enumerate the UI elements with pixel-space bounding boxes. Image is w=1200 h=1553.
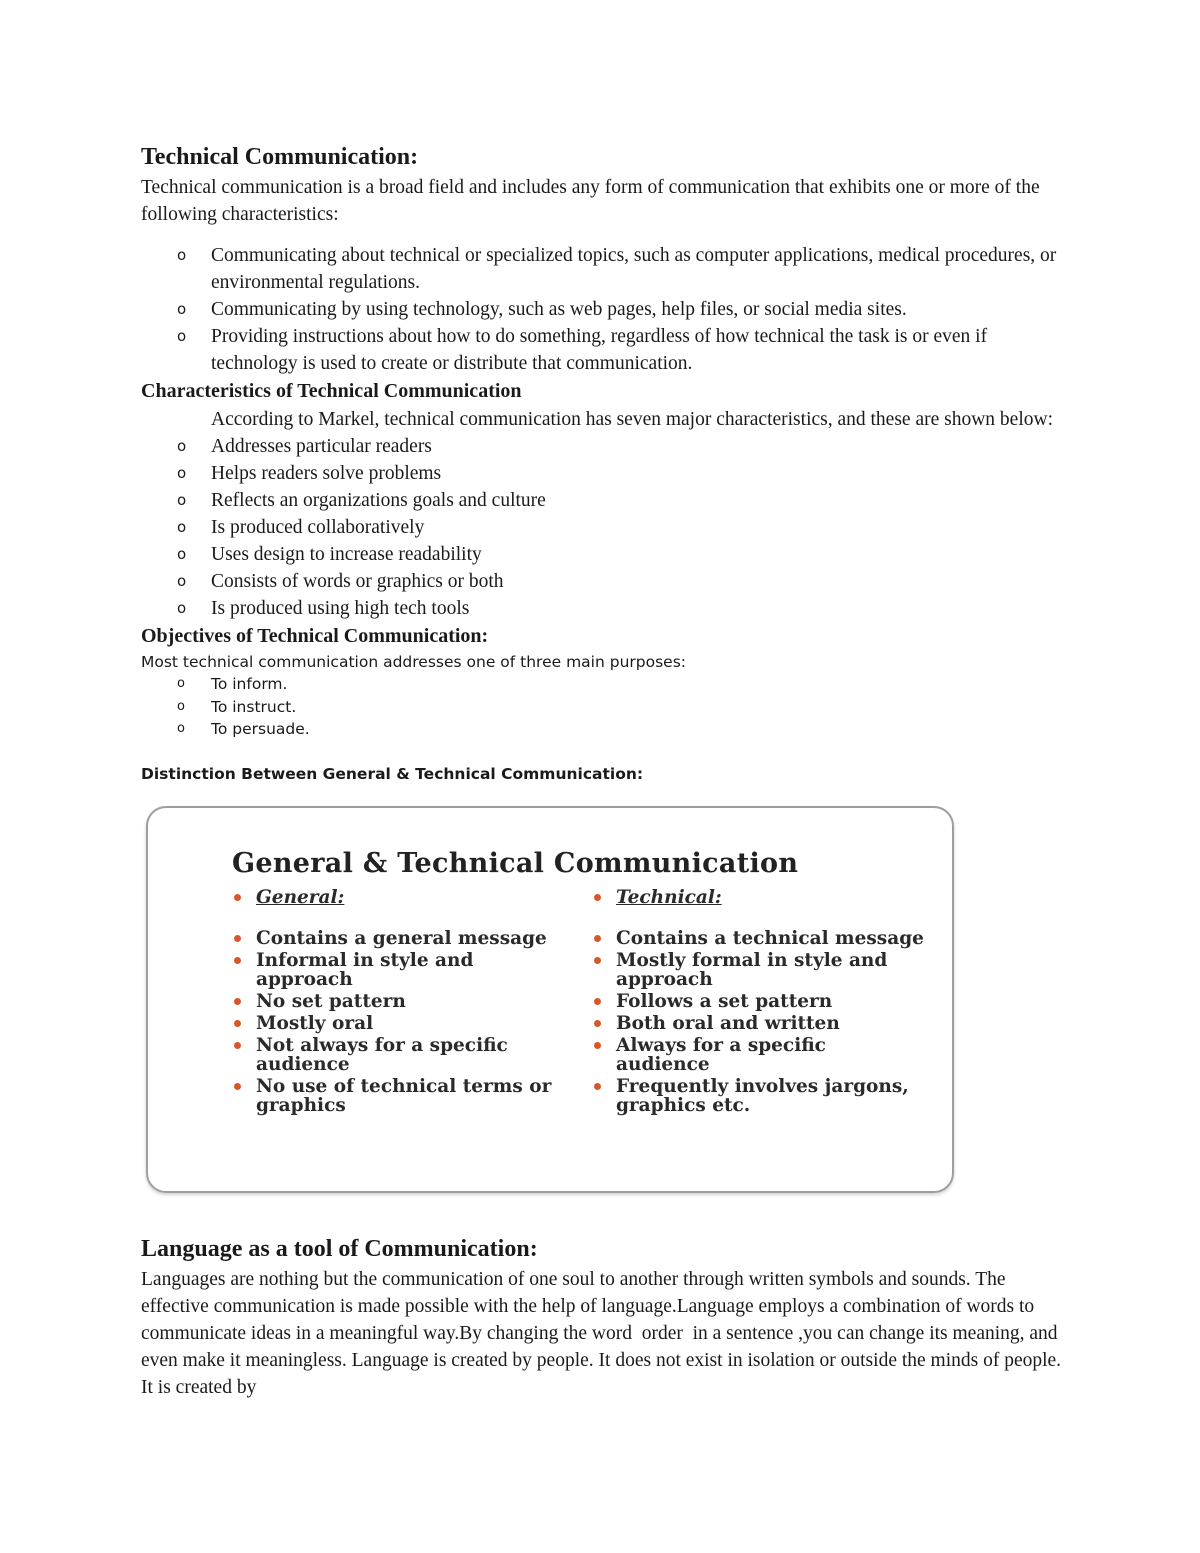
bullet-dot-icon: [234, 1020, 241, 1027]
bullet-icon: o: [177, 698, 185, 714]
characteristics-intro: According to Markel, technical communication has seven major characteristics, and these are shown below:: [211, 409, 1053, 430]
list-item: [141, 673, 1071, 696]
list-item-text: Communicating by using technology, such as web pages, help files, or social media sites.: [211, 299, 907, 320]
list-item-text: Consists of words or graphics or both: [211, 571, 504, 592]
characteristics-title: Characteristics of Technical Communication: [141, 380, 522, 402]
bullet-dot-icon: [594, 957, 601, 964]
list-item: [141, 296, 1071, 323]
item-text: Follows a set pattern: [616, 991, 833, 1012]
figure-title: General & Technical Communication: [232, 848, 799, 879]
bullet-dot-icon: [594, 1083, 601, 1090]
list-item-text: To instruct.: [211, 697, 297, 716]
item-text: Contains a technical message: [616, 928, 924, 949]
bullet-dot-icon: [594, 894, 601, 901]
technical-item: [594, 1036, 924, 1074]
language-section: [141, 1232, 1071, 1401]
bullet-icon: o: [177, 300, 187, 318]
technical-item: [594, 992, 924, 1011]
list-item: [141, 541, 1071, 568]
bullet-icon: o: [177, 599, 187, 617]
bullet-dot-icon: [594, 935, 601, 942]
item-text: Frequently involves jargons, graphics etc.: [616, 1076, 909, 1116]
item-text: Contains a general message: [256, 928, 547, 949]
technical-item: [594, 951, 924, 989]
bullet-dot-icon: [594, 998, 601, 1005]
list-item: [141, 514, 1071, 541]
list-item: [141, 433, 1071, 460]
list-item: [141, 718, 1071, 741]
general-item: [234, 951, 564, 989]
item-text: Not always for a specific audience: [256, 1035, 508, 1075]
bullet-icon: o: [177, 437, 187, 455]
list-item-text: Reflects an organizations goals and culture: [211, 490, 546, 511]
bullet-dot-icon: [234, 957, 241, 964]
bullet-dot-icon: [594, 1020, 601, 1027]
general-header: [234, 888, 564, 907]
list-item-text: Uses design to increase readability: [211, 544, 482, 565]
general-item: [234, 992, 564, 1011]
item-text: Informal in style and approach: [256, 950, 474, 990]
bullet-icon: o: [177, 491, 187, 509]
list-item-text: Is produced collaboratively: [211, 517, 425, 538]
list-item: [141, 696, 1071, 719]
section-title: Technical Communication:: [141, 144, 419, 170]
general-item: [234, 1036, 564, 1074]
bullet-icon: o: [177, 572, 187, 590]
list-item: [141, 460, 1071, 487]
bullet-icon: o: [177, 464, 187, 482]
item-text: No use of technical terms or graphics: [256, 1076, 552, 1116]
list-item: [141, 323, 1071, 377]
column-header-text: Technical:: [616, 887, 722, 908]
list-item-text: Is produced using high tech tools: [211, 598, 470, 619]
section-intro: Technical communication is a broad field and includes any form of communication that exhibits one or more of the following characteristics:: [141, 177, 1040, 225]
general-item: [234, 929, 564, 948]
bullet-icon: o: [177, 518, 187, 536]
distinction-heading: Distinction Between General & Technical Communication:: [141, 764, 644, 783]
general-item: [234, 1014, 564, 1033]
item-text: No set pattern: [256, 991, 406, 1012]
list-item: [141, 487, 1071, 514]
language-title: Language as a tool of Communication:: [141, 1236, 538, 1262]
comparison-figure: [146, 806, 954, 1193]
bullet-icon: o: [177, 545, 187, 563]
list-item-text: Communicating about technical or specialized topics, such as computer applications, medical procedures, or environmental regulations.: [211, 245, 1057, 293]
item-text: Always for a specific audience: [616, 1035, 826, 1075]
technical-header: [594, 888, 924, 907]
document-page: [141, 140, 1071, 785]
list-item: [141, 568, 1071, 595]
item-text: Mostly formal in style and approach: [616, 950, 888, 990]
technical-column: [594, 888, 924, 1118]
bullet-icon: o: [177, 721, 185, 736]
technical-item: [594, 1077, 924, 1115]
general-column: [234, 888, 564, 1118]
bullet-icon: o: [177, 327, 187, 345]
objectives-list: [141, 673, 1071, 741]
general-item: [234, 1077, 564, 1115]
bullet-dot-icon: [234, 935, 241, 942]
objectives-intro: Most technical communication addresses one of three main purposes:: [141, 653, 686, 671]
bullet-dot-icon: [594, 1042, 601, 1049]
column-header-text: General:: [256, 887, 345, 908]
list-item-text: To persuade.: [211, 720, 310, 738]
bullet-dot-icon: [234, 894, 241, 901]
item-text: Mostly oral: [256, 1013, 374, 1034]
list-item: [141, 242, 1071, 296]
technical-item: [594, 929, 924, 948]
bullet-dot-icon: [234, 998, 241, 1005]
item-text: Both oral and written: [616, 1013, 840, 1034]
list-item-text: Providing instructions about how to do something, regardless of how technical the task is or even if technology is used to create or distribute that communication.: [211, 326, 988, 374]
technical-item: [594, 1014, 924, 1033]
list-item-text: Helps readers solve problems: [211, 463, 442, 484]
language-body: Languages are nothing but the communication of one soul to another through written symbols and sounds. The effective communication is made possible with the help of language.Language employs a combination of words to communicate ideas in a meaningful way.By changing the word order in a sentence ,you can change its meaning, and even make it meaningless. Language is created by people. It does not exist in isolation or outside the minds of people. It is created by: [141, 1269, 1066, 1398]
bullet-icon: o: [177, 676, 185, 691]
bullet-icon: o: [177, 246, 187, 264]
objectives-title: Objectives of Technical Communication:: [141, 625, 489, 647]
bullet-dot-icon: [234, 1042, 241, 1049]
characteristics-list: [141, 433, 1071, 622]
bullet-dot-icon: [234, 1083, 241, 1090]
list-item-text: To inform.: [211, 675, 288, 693]
list-item: [141, 595, 1071, 622]
characteristic-list: [141, 242, 1071, 377]
list-item-text: Addresses particular readers: [211, 436, 432, 457]
